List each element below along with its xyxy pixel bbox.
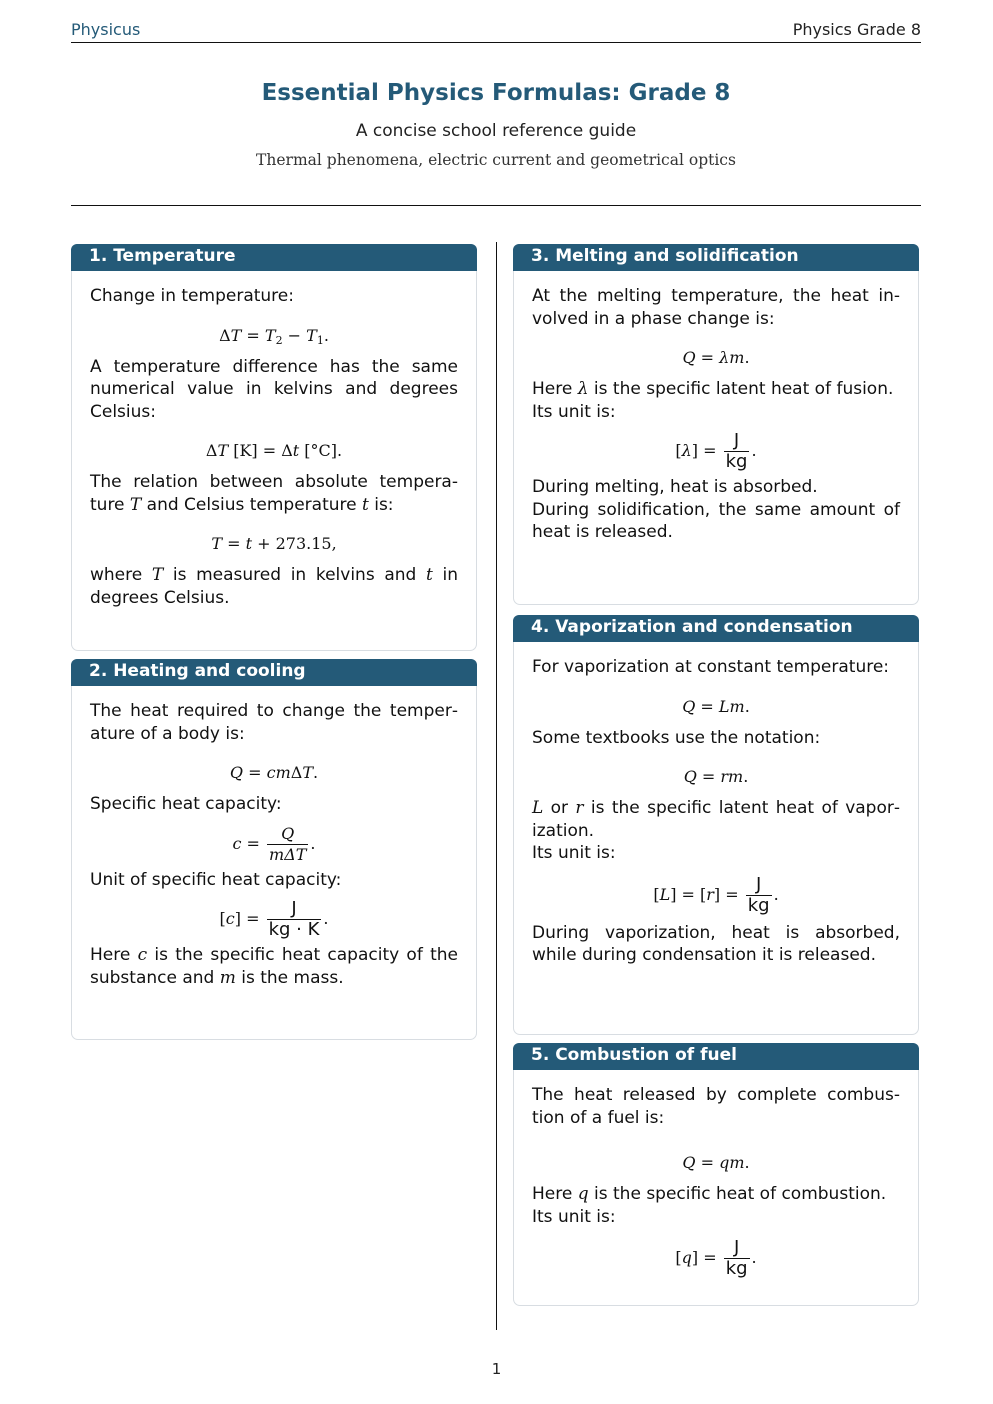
title-block (71, 78, 921, 170)
paragraph: The relation between absolute temperature T and Celsius temperature t is: (90, 472, 458, 515)
paragraph: Here λ is the specific latent heat of fusion. (532, 379, 894, 399)
paragraph: Its unit is: (532, 843, 616, 863)
section-heading: 1. Temperature (71, 244, 477, 271)
paragraph: where T is measured in kelvins and t in degrees Celsius. (90, 565, 458, 608)
paragraph: Specific heat capacity: (90, 794, 282, 814)
column-divider (496, 242, 497, 1330)
equation-specific-heat-unit: [c] = $\frac{J}{kg \cdot K}$ . (219, 898, 329, 940)
paragraph: Change in temperature: (90, 286, 294, 306)
paragraph: At the melting temperature, the heat involved in a phase change is: (532, 286, 900, 329)
equation-fusion: Q = λm. (682, 348, 750, 367)
paragraph: A temperature difference has the same numerical value in kelvins and degrees Celsius: (90, 356, 458, 422)
paragraph: During melting, heat is absorbed. (532, 477, 818, 497)
paragraph: During vaporization, heat is absorbed, while during condensation it is released. (532, 922, 900, 965)
paragraph: The heat required to change the temperature of a body is: (90, 701, 458, 744)
paragraph: For vaporization at constant temperature: (532, 657, 890, 677)
document-title: Essential Physics Formulas: Grade 8 (261, 80, 731, 106)
paragraph: During solidification, the same amount of heat is released. (532, 499, 900, 542)
section-combustion (513, 1043, 919, 1306)
equation-combustion: Q = qm. (682, 1153, 750, 1172)
equation-delta-t: $\Delta T = T_2 - T_1$. (219, 325, 329, 347)
equation-absolute-temperature: T = t + 273.15, (211, 534, 337, 553)
section-heading: 3. Melting and solidification (513, 244, 919, 271)
equation-specific-heat: c = $\frac{Q}{\text{mΔT}}$ . (232, 823, 316, 864)
paragraph: The heat released by complete combustion of a fuel is: (532, 1085, 900, 1128)
section-heading: 5. Combustion of fuel (513, 1043, 919, 1070)
paragraph: Its unit is: (532, 1206, 616, 1227)
paragraph: Its unit is: (532, 401, 616, 422)
page-number: 1 (491, 1360, 502, 1378)
header-left: Physicus (71, 20, 141, 39)
paragraph: Here q is the specific heat of combustion. (532, 1184, 887, 1204)
section-temperature (71, 244, 477, 651)
equation-vaporization-unit: [L] = [r] = $\frac{J}{kg}$ . (653, 873, 779, 916)
equation-fusion-unit: [λ] = $\frac{J}{kg}$ . (675, 430, 757, 472)
paragraph: Some textbooks use the notation: (532, 727, 821, 748)
paragraph: L or r is the specific latent heat of vaporization. (532, 798, 901, 841)
page-header (71, 20, 921, 43)
paragraph: Here c is the specific heat capacity of the substance and m is the mass. (90, 945, 458, 988)
section-heading: 2. Heating and cooling (71, 659, 477, 686)
equation-vaporization: Q = Lm. (682, 696, 750, 716)
document-subtitle: A concise school reference guide (355, 121, 637, 141)
title-divider (71, 205, 921, 206)
equation-heat: Q = cmΔT. (229, 763, 319, 782)
section-vaporization (513, 615, 919, 1035)
section-heating-cooling (71, 659, 477, 1040)
equation-combustion-unit: [q] = $\frac{J}{kg}$ . (675, 1237, 757, 1279)
equation-vaporization-alt: Q = rm. (683, 767, 749, 786)
paragraph: Unit of specific heat capacity: (90, 869, 342, 890)
equation-kelvin-celsius: ΔT [K] = Δt [°C]. (205, 441, 343, 460)
section-heading: 4. Vaporization and condensation (513, 615, 919, 642)
section-melting (513, 244, 919, 605)
header-right: Physics Grade 8 (792, 20, 921, 39)
document-topics: Thermal phenomena, electric current and geometrical optics (256, 151, 736, 169)
